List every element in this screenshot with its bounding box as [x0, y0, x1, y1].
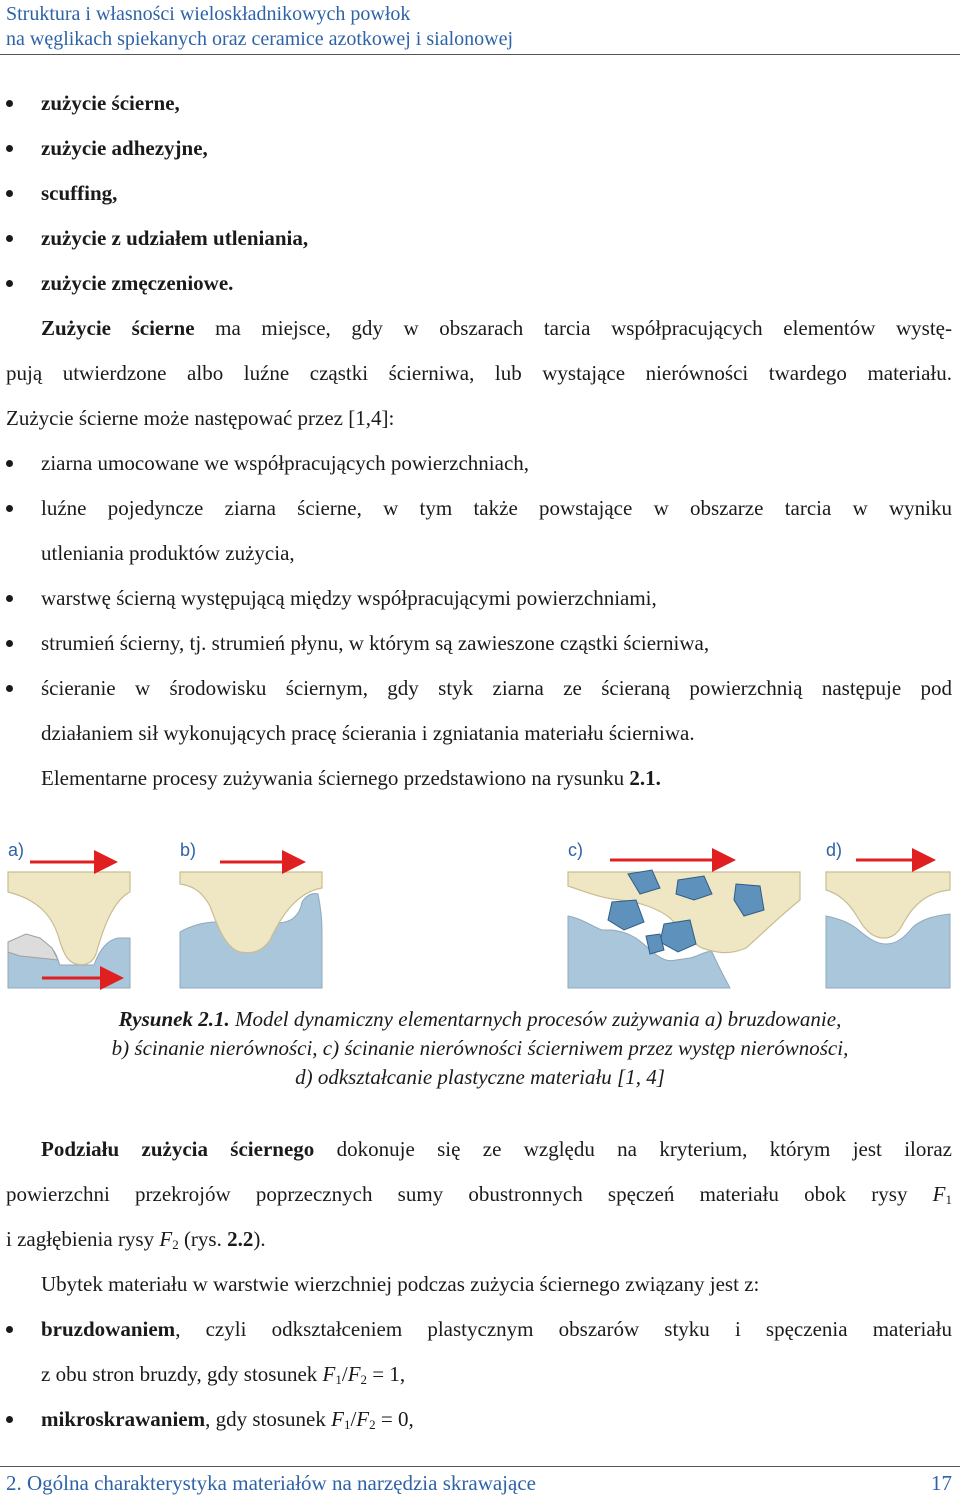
- bullet-icon: [6, 280, 13, 287]
- bullet-icon: [6, 145, 13, 152]
- list-item: zużycie adhezyjne,: [0, 126, 960, 171]
- list-item: strumień ścierny, tj. strumień płynu, w którym są zawieszone cząstki ścierniwa,: [0, 621, 960, 666]
- paragraph-abrasive-wear: Zużycie ścierne ma miejsce, gdy w obszarach tarcia współpracujących elementów wystę- pują utwierdzone albo luźne cząstki ścierniwa, lub wystające nierówności twardego materiału. Zużycie ścierne może następować przez [1,4]:: [6, 316, 952, 430]
- bullet-icon: [6, 100, 13, 107]
- paragraph-abrasive-classification: Podziału zużycia ściernego dokonuje się ze względu na kryterium, którym jest iloraz powierzchni przekrojów poprzecznych sumy obustronnych spęczeń materiału obok rysy $F_1$ i zagłębienia rysy $F_2$ (rys. 2.2).: [6, 1137, 952, 1252]
- wear-process-figure: [0, 830, 960, 995]
- panel-d-plastic-deformation: [826, 860, 950, 988]
- bullet-icon: [6, 1326, 13, 1333]
- main-text-continued: [0, 1127, 960, 1442]
- abrasive-particle: [660, 920, 696, 952]
- abrasive-sources-list: ziarna umocowane we współpracujących powierzchniach, luźne pojedyncze ziarna ścierne, w tym także powstające w obszarze tarcia w wyniku utleniania produktów zużycia, warstwę ścierną występującą między współpracującymi powierzchniami, strumień ścierny, tj. strumień płynu, w którym są zawieszone cząstki ścierniwa, ścieranie w środowisku ściernym, gdy styk ziarna ze ścieraną powierzchnią następuje pod działaniem sił wykonujących pracę ścierania i zgniatania materiału ścierniwa.: [0, 441, 960, 756]
- panel-label-c: c): [568, 840, 583, 860]
- main-text: [0, 81, 960, 801]
- mechanism-list: bruzdowaniem, czyli odkształceniem plastycznym obszarów styku i spęczenia materiału z obu stron bruzdy, gdy stosunek $F_1/F_2 = 1$, mikroskrawaniem, gdy stosunek $F_1/F_2 = 0$,: [0, 1307, 960, 1442]
- list-item: zużycie ścierne,: [0, 81, 960, 126]
- paragraph-figure-reference: Elementarne procesy zużywania ściernego przedstawiono na rysunku 2.1.: [41, 766, 661, 790]
- bullet-icon: [6, 1416, 13, 1423]
- panel-a-furrowing: [8, 862, 130, 988]
- list-item: zużycie z udziałem utleniania,: [0, 216, 960, 261]
- abrasive-particle: [608, 900, 644, 930]
- running-footer: [6, 1470, 952, 1496]
- list-item: luźne pojedyncze ziarna ścierne, w tym także powstające w obszarze tarcia w wyniku: [0, 486, 960, 531]
- header-divider: [0, 54, 960, 55]
- bullet-icon: [6, 235, 13, 242]
- panel-label-d: d): [826, 840, 843, 860]
- bullet-icon: [6, 685, 13, 692]
- panel-b-asperity-shear: [180, 862, 322, 988]
- list-item: warstwę ścierną występującą między współpracującymi powierzchniami,: [0, 576, 960, 621]
- list-item: scuffing,: [0, 171, 960, 216]
- figure-caption: Rysunek 2.1. Model dynamiczny elementarnych procesów zużywania a) bruzdowanie, b) ścinanie nierówności, c) ścinanie nierówności ścierniwem przez występ nierówności, d) odkształcanie plastyczne materiału [1, 4]: [111, 1007, 849, 1089]
- running-header: [6, 2, 956, 52]
- bullet-icon: [6, 640, 13, 647]
- list-item: mikroskrawaniem, gdy stosunek $F_1/F_2 = 0$,: [0, 1397, 960, 1442]
- bullet-icon: [6, 505, 13, 512]
- bullet-icon: [6, 460, 13, 467]
- wear-types-list: [0, 81, 960, 306]
- list-item: ziarna umocowane we współpracujących powierzchniach,: [0, 441, 960, 486]
- list-item: zużycie zmęczeniowe.: [0, 261, 960, 306]
- paragraph-material-loss: Ubytek materiału w warstwie wierzchniej podczas zużycia ściernego związany jest z:: [41, 1272, 760, 1296]
- list-item: bruzdowaniem, czyli odkształceniem plastycznym obszarów styku i spęczenia materiału: [0, 1307, 960, 1352]
- panel-label-a: a): [8, 840, 25, 860]
- header-line-2: na węglikach spiekanych oraz ceramice azotkowej i sialonowej: [6, 28, 514, 50]
- panel-label-b: b): [180, 840, 197, 860]
- page-number: 17: [931, 1471, 952, 1495]
- list-item: ścieranie w środowisku ściernym, gdy styk ziarna ze ścieraną powierzchnią następuje pod: [0, 666, 960, 711]
- footer-chapter: 2. Ogólna charakterystyka materiałów na narzędzia skrawające: [6, 1471, 536, 1495]
- panel-c-abrasive-shear: [568, 860, 800, 988]
- bullet-icon: [6, 190, 13, 197]
- caption-label: Rysunek 2.1.: [118, 1007, 230, 1031]
- footer-divider: [0, 1466, 960, 1467]
- bullet-icon: [6, 595, 13, 602]
- header-line-1: Struktura i własności wieloskładnikowych powłok: [6, 3, 411, 25]
